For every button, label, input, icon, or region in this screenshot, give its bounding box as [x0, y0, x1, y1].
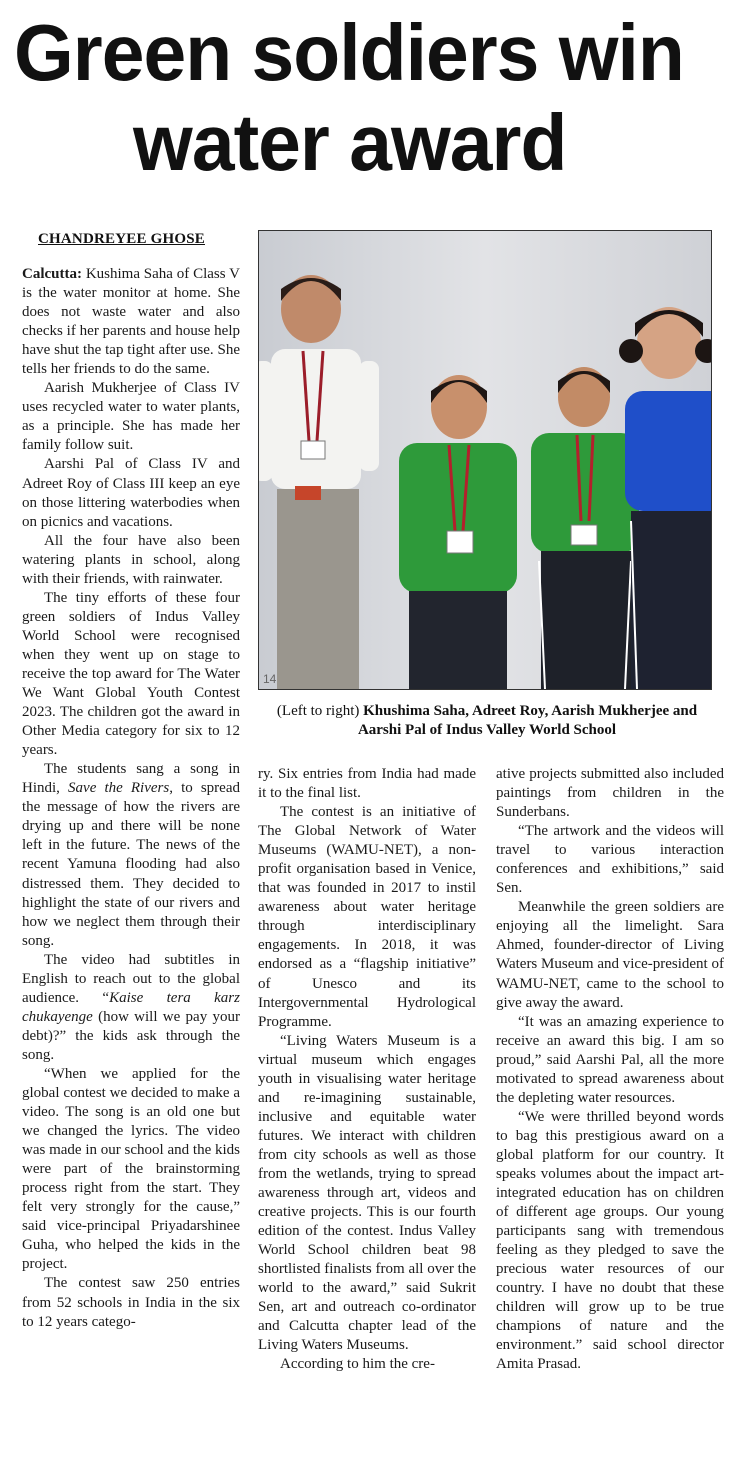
paragraph: Meanwhile the green soldiers are enjoying all the limelight. Sara Ahmed, founder-director of Living Waters Museum and vice-president of WAMU-NET, came to the school to give away the award.: [496, 899, 724, 1011]
paragraph: According to him the cre-: [280, 1356, 435, 1373]
paragraph: “It was an amazing experience to receive an award this big. I am so proud,” said Aarshi Pal, all the more motivated to spread awareness about the depleting water resources.: [496, 1013, 724, 1106]
paragraph: The contest saw 250 entries from 52 schools in India in the six to 12 years catego-: [22, 1275, 240, 1330]
paragraph: All the four have also been watering plants in school, along with their friends, with rainwater.: [22, 532, 240, 587]
paragraph-text: The video had subtitles in English to reach out to the global audience. “: [22, 951, 240, 1006]
photo-corner-mark: 14: [263, 672, 277, 686]
headline: [14, 8, 696, 188]
byline: CHANDREYEE GHOSE: [38, 231, 205, 247]
article-column-1: [22, 265, 240, 1332]
headline-line-2: water award: [133, 98, 567, 187]
paragraph: The tiny efforts of these four green soldiers of Indus Valley World School were recognised when they went up on stage to receive the top award for The Water We Want Global Youth Contest 2023. The children got the award in Other Media category for six to 12 years.: [22, 589, 240, 759]
paragraph: [22, 951, 240, 1065]
paragraph-text: Kushima Saha of Class V is the water monitor at home. She does not waste water and also checks if her parents and house help have shut the tap tight after use. She tells her friends to do the same.: [22, 266, 240, 378]
paragraph: “The artwork and the videos will travel to various interaction conferences and exhibitions,” said Sen.: [496, 823, 724, 897]
article-photo: [258, 230, 712, 690]
paragraph: “Living Waters Museum is a virtual museum which engages youth in visualising water heritage and re-imagining sustainable, inclusive and equitable water futures. We interact with children from city schools as well as those from the wetlands, trying to spread awareness through art, videos and creative projects. This is our fourth edition of the contest. Indus Valley World School children beat 98 shortlisted finalists from all over the world to the award,” said Sukrit Sen, art and outreach co-ordinator and Calcutta chapter lead of the Living Waters Museums.: [258, 1032, 476, 1354]
paragraph: ry. Six entries from India had made it to the final list.: [258, 766, 476, 802]
paragraph: [22, 760, 240, 950]
headline-line-1: Green soldiers win: [14, 8, 684, 97]
paragraph-text: The students sang a song in Hindi,: [22, 761, 240, 797]
song-lyric: Kaise tera karz chukayenge: [22, 989, 240, 1025]
article-column-2: [258, 765, 476, 1375]
caption-prefix: (Left to right): [276, 703, 364, 719]
students-photo-illustration: [259, 231, 711, 689]
paragraph: The contest is an initiative of The Global Network of Water Museums (WAMU-NET), a non-profit organisation based in Venice, that was founded in 2017 to instil awareness about water heritage through interdisciplinary engagements. In 2018, it was endorsed as a “flagship initiative” of Unesco and its Intergovernmental Hydrological Programme.: [258, 804, 476, 1030]
paragraph-text: , to spread the message of how the rivers are drying up and there will be none left in the future. The news of the recent Yamuna flooding had also distressed them. They decided to highlight the state of our rivers and how we neglect them through their song.: [22, 780, 240, 949]
paragraph: “When we applied for the global contest we decided to make a video. The song is an old one but we changed the lyrics. The video was made in our school and the kids were part of the brainstorming process right from the start. They felt very strongly for the cause,” said vice-principal Priyadarshinee Guha, who helped the kids in the project.: [22, 1065, 240, 1273]
paragraph: [22, 265, 240, 379]
paragraph: ative projects submitted also included paintings from children in the Sunderbans.: [496, 766, 724, 821]
paragraph: Aarshi Pal of Class IV and Adreet Roy of Class III keep an eye on those littering waterbodies when on picnics and vacations.: [22, 456, 240, 530]
article-column-3: [496, 765, 724, 1425]
paragraph: Aarish Mukherjee of Class IV uses recycled water to water plants, as a principle. She has made her family follow suit.: [22, 380, 240, 454]
photo-caption: [262, 702, 712, 740]
dateline: Calcutta:: [22, 266, 82, 282]
caption-names: Khushima Saha, Adreet Roy, Aarish Mukherjee and Aarshi Pal of Indus Valley World School: [357, 703, 698, 738]
paragraph-text: (how will we pay your debt)?” the kids ask through the song.: [22, 1008, 240, 1063]
song-title: Save the Rivers: [68, 780, 170, 797]
paragraph: “We were thrilled beyond words to bag this prestigious award on a global platform for our country. It speaks volumes about the impact art-integrated education has on children of different age groups. Our young participants sang with tremendous feeling as they pledged to save the precious water resources of our country. I have no doubt that these children will grow up to be true champions of nature and the environment.” said school director Amita Prasad.: [496, 1108, 724, 1373]
